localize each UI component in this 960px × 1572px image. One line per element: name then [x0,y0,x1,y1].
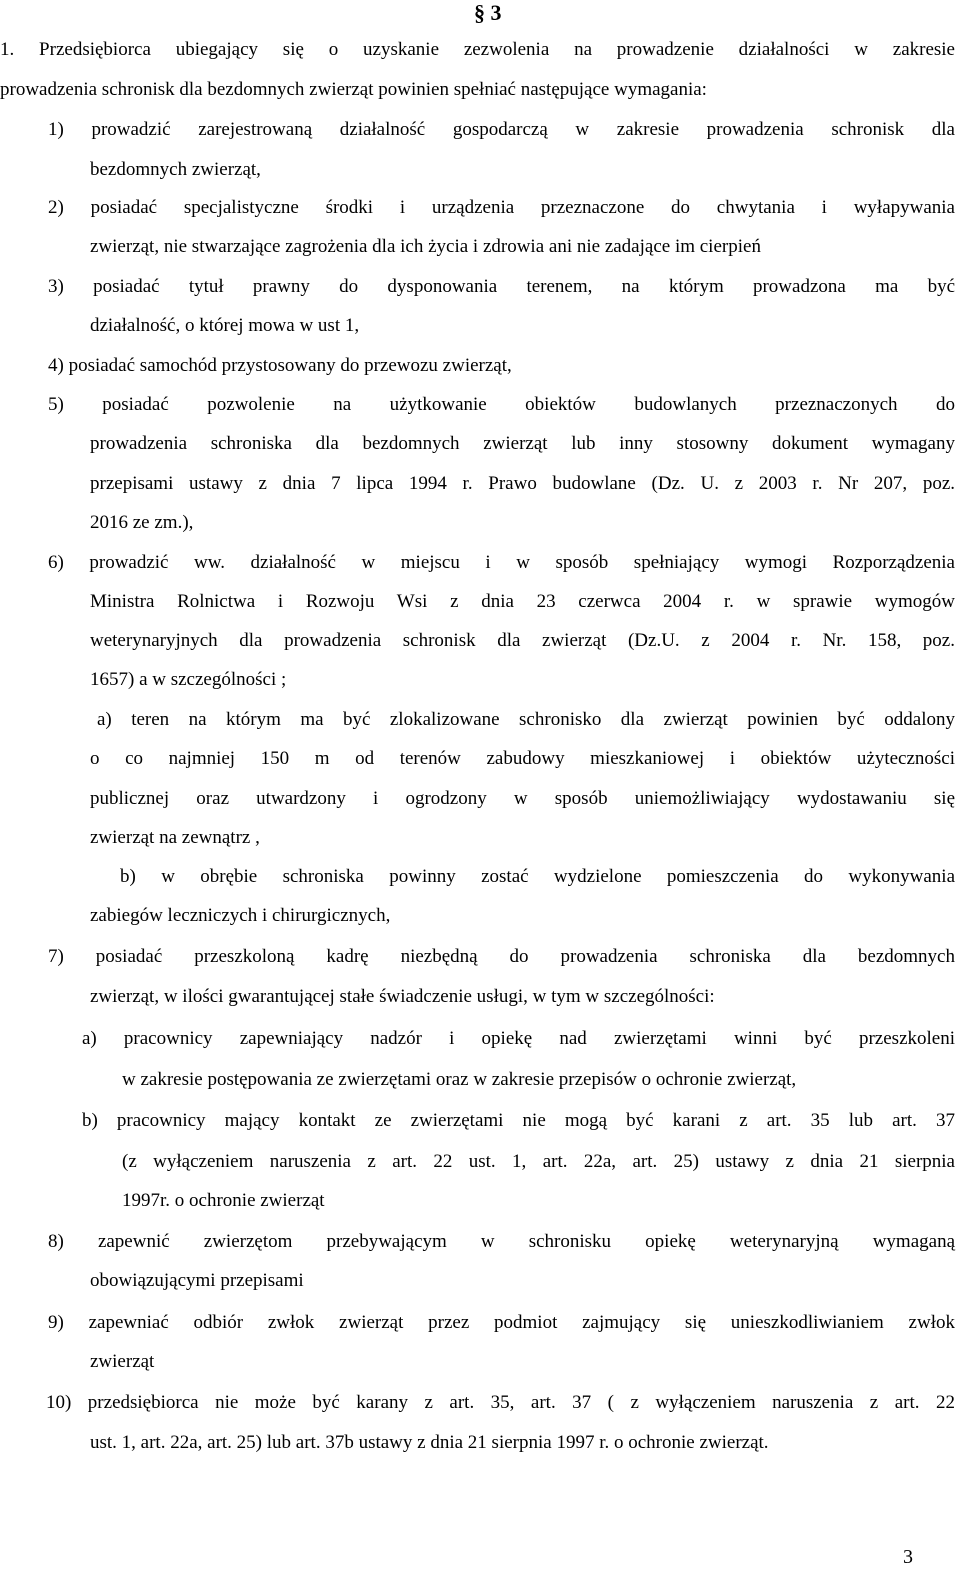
text-line: zwierząt [90,1351,155,1372]
text-line: działalność, o której mowa w ust 1, [90,315,360,336]
text-line: 1) prowadzić zarejestrowaną działalność gospodarczą w zakresie prowadzenia schronisk dla [48,119,955,140]
text-line: 4) posiadać samochód przystosowany do przewozu zwierząt, [48,355,512,376]
text-line: b) w obrębie schroniska powinny zostać wydzielone pomieszczenia do wykonywania [120,866,955,887]
text-line: zwierząt, nie stwarzające zagrożenia dla ich życia i zdrowia ani nie zadające im cierpień [90,236,761,257]
text-line: 1997r. o ochronie zwierząt [122,1190,325,1211]
text-line: zwierząt na zewnątrz , [90,827,260,848]
text-line: prowadzenia schronisk dla bezdomnych zwierząt powinien spełniać następujące wymagania: [0,79,707,100]
text-line: ust. 1, art. 22a, art. 25) lub art. 37b ustawy z dnia 21 sierpnia 1997 r. o ochronie zwierząt. [90,1432,769,1453]
text-line: bezdomnych zwierząt, [90,159,261,180]
text-line: 1657) a w szczególności ; [90,669,287,690]
text-line: 2016 ze zm.), [90,512,194,533]
section-heading: § 3 [474,0,502,25]
text-line: (z wyłączeniem naruszenia z art. 22 ust. 1, art. 22a, art. 25) ustawy z dnia 21 sierpnia [122,1151,955,1172]
text-line: Ministra Rolnictwa i Rozwoju Wsi z dnia 23 czerwca 2004 r. w sprawie wymogów [90,591,955,612]
text-line: publicznej oraz utwardzony i ogrodzony w sposób uniemożliwiający wydostawaniu się [90,788,955,809]
text-line: przepisami ustawy z dnia 7 lipca 1994 r. Prawo budowlane (Dz. U. z 2003 r. Nr 207, poz. [90,473,955,494]
text-line: obowiązującymi przepisami [90,1270,304,1291]
text-line: zwierząt, w ilości gwarantującej stałe świadczenie usługi, w tym w szczególności: [90,986,715,1007]
text-line: 3) posiadać tytuł prawny do dysponowania terenem, na którym prowadzona ma być [48,276,955,297]
text-line: zabiegów leczniczych i chirurgicznych, [90,905,391,926]
text-line: prowadzenia schroniska dla bezdomnych zwierząt lub inny stosowny dokument wymagany [90,433,955,454]
text-line: 7) posiadać przeszkoloną kadrę niezbędną do prowadzenia schroniska dla bezdomnych [48,946,955,967]
text-line: a) teren na którym ma być zlokalizowane schronisko dla zwierząt powinien być oddalony [97,709,955,730]
text-line: 9) zapewniać odbiór zwłok zwierząt przez podmiot zajmujący się unieszkodliwianiem zwłok [48,1312,955,1333]
page-number: 3 [903,1546,913,1568]
text-line: 10) przedsiębiorca nie może być karany z art. 35, art. 37 ( z wyłączeniem naruszenia z art. 22 [46,1392,955,1413]
text-line: b) pracownicy mający kontakt ze zwierzętami nie mogą być karani z art. 35 lub art. 37 [82,1110,955,1131]
text-line: 2) posiadać specjalistyczne środki i urządzenia przeznaczone do chwytania i wyłapywania [48,197,955,218]
text-line: 8) zapewnić zwierzętom przebywającym w schronisku opiekę weterynaryjną wymaganą [48,1231,955,1252]
text-line: 1. Przedsiębiorca ubiegający się o uzyskanie zezwolenia na prowadzenie działalności w zakresie [0,39,955,60]
text-line: 6) prowadzić ww. działalność w miejscu i w sposób spełniający wymogi Rozporządzenia [48,552,955,573]
text-line: a) pracownicy zapewniający nadzór i opiekę nad zwierzętami winni być przeszkoleni [82,1028,955,1049]
text-line: 5) posiadać pozwolenie na użytkowanie obiektów budowlanych przeznaczonych do [48,394,955,415]
text-line: o co najmniej 150 m od terenów zabudowy mieszkaniowej i obiektów użyteczności [90,748,955,769]
text-line: w zakresie postępowania ze zwierzętami oraz w zakresie przepisów o ochronie zwierząt, [122,1069,797,1090]
text-line: weterynaryjnych dla prowadzenia schronisk dla zwierząt (Dz.U. z 2004 r. Nr. 158, poz. [90,630,955,651]
